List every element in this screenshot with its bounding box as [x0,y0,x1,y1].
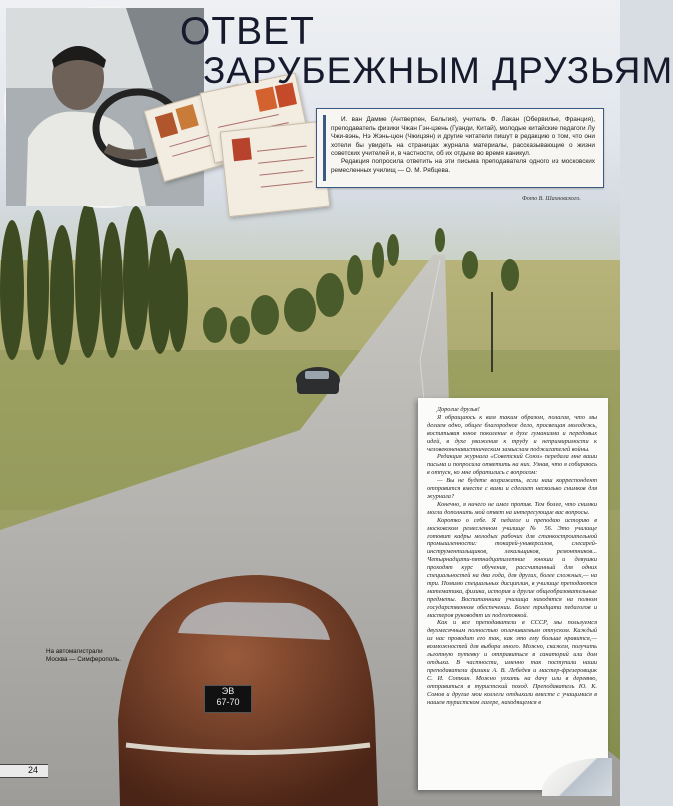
page-number-bar [0,764,48,778]
license-plate-line: ЭВ [221,686,235,696]
caption-line: Москва — Симферополь. [46,656,121,663]
page-curl [542,758,612,796]
letter-paragraph: Я обращаюсь к вам таким образом, полагая, что мы делаем одно, общее благородное дело, просвещая молодежь, воспитывая юное поколение в духе гуманизма и передовых идей, в духе уважения к труду и непримиримости к человеконенавистническим замыслам поджигателей войны. [427,413,597,453]
letter-sheet [418,398,608,790]
article-title-line-1: ОТВЕТ [180,10,316,53]
letter-paragraph: Коротко о себе. Я педагог и преподаю историю в московском ремесленном училище № 56. Это училище готовит кадры молодых рабочих для станкостроительной промышленности: токарей-универсалов, слесарей-инструментальщиков, лекальщиков, ремонтников... Четырнадцати-пятнадцатилетние юноши и девушки проходят курс обучения, рассчитанный для одних специальностей на два года, для других, более сложных,— на три. Помимо специальных дисциплин, в училище преподаются математика, физика, история и другие общеобразовательные предметы. Воспитанники училища находятся на полном государственном обеспечении. Более тридцати педагогов и мастеров руководят их подготовкой. [427,516,597,619]
postage-stamp-icon [232,137,252,161]
article-title-line-2: ЗАРУБЕЖНЫМ ДРУЗЬЯМ [203,50,673,91]
letter-paragraph: Конечно, я ничего не имел против. Тем более, что снимки могли дополнить мой ответ на интересующие вас вопросы. [427,500,597,516]
intro-paragraph: И. ван Дамме (Антверпен, Бельгия), учитель Ф. Лакан (Обервилье, Франция), преподаватель физики Чжан Гэн-цзень (Гуанди, Китай), молодые китайские педагоги Лу Чжи-вэнь, Нэ Жэнь-цюн (Чжицзян) и другие читатели пишут в редакцию о том, что они хотели бы увидеть на страницах журнала материалы, рассказывающие о жизни советских учителей и, в частности, об их отдыхе во время каникул. [331,116,595,158]
letter-paragraph: Редакция журнала «Советский Союз» передала мне ваши письма и попросила ответить на них. Узнав, что я собираюсь в отпуск, ко мне обратились с вопросом: [427,453,597,477]
caption-line: На автомагистрали [46,648,103,655]
intro-box [316,108,604,188]
letter-paragraph: Дорогие друзья! [437,406,480,413]
intro-rule [323,115,326,181]
postage-stamp-icon [175,104,198,130]
page-number: 24 [28,765,39,775]
letter-paragraph: — Вы не будете возражать, если наш корреспондент отправится вместе с вами и сделает несколько снимков для журнала? [427,477,597,500]
photo-caption [46,648,121,664]
license-plate-line: 67-70 [216,697,240,707]
photo-credit: Фото В. Шахновского. [522,196,581,202]
postage-stamp-icon [155,112,178,138]
envelope [220,121,330,217]
letter-paragraph: Как и все преподаватели в СССР, мы пользуемся двухмесячным полностью оплачиваемым отпуском. Каждый из нас проводит его так, как это ему больше нравится,— возможностей для выбора много. Можно, скажем, получить льготную путевку и отправиться в санаторий или дом отдыха. В частности, именно так поступили наши преподаватели физики А. В. Лебедев и мастер-фрезеровщик С. И. Соткин. Можно уехать на дачу или в деревню, отправиться в туристский поход. Преподаватель Ю. К. Сомов и другие мои коллеги отдыхали вместе с учащимися в нашем туристском лагере, находящемся в [427,619,597,706]
intro-paragraph: Редакция попросила ответить на эти письма преподавателя одного из московских ремесленных училищ — О. М. Рябцева. [331,158,595,174]
letter-text [427,406,597,706]
license-plate [204,685,252,713]
